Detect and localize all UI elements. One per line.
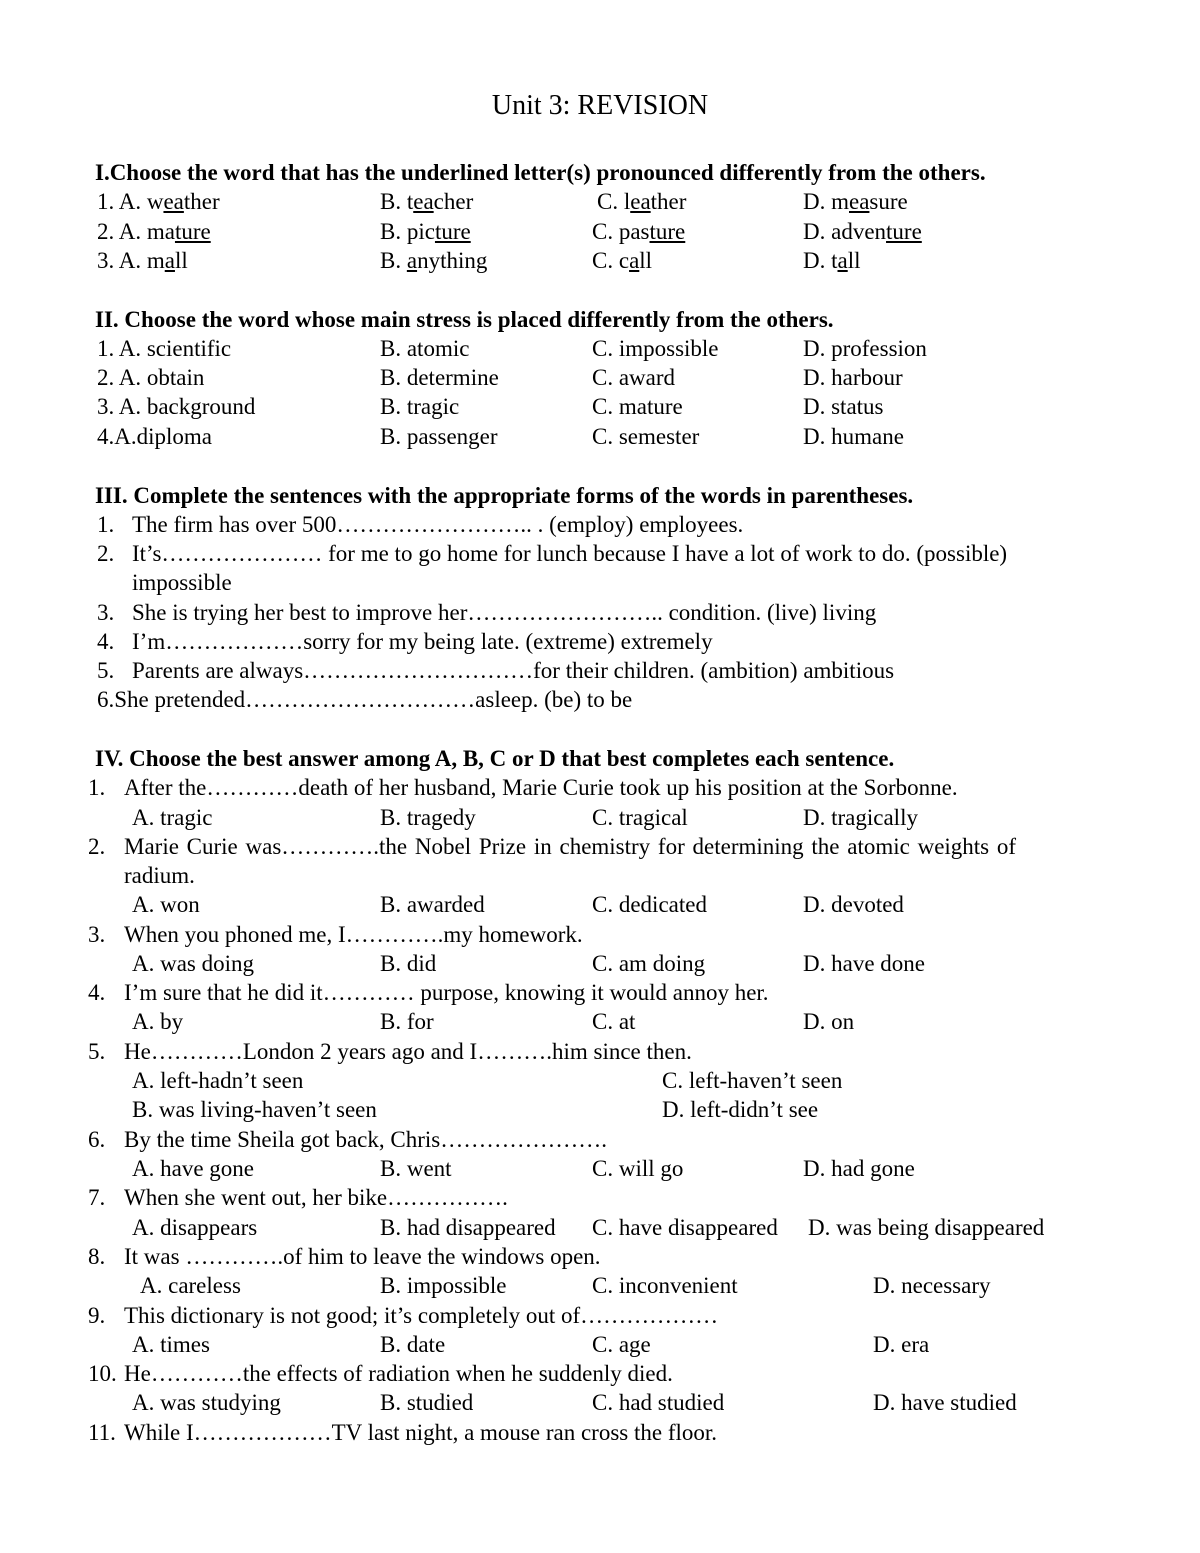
s3-item-5-number: 5. — [97, 658, 115, 683]
s2-q4-option-a: 4.A.diploma — [97, 424, 212, 449]
s4-question-3 — [0, 920, 1200, 949]
s4-question-5 — [0, 1037, 1200, 1066]
s4-q6-option-c: C. will go — [592, 1156, 684, 1181]
s4-q2-text: Marie Curie was………….the Nobel Prize in chemistry for determining the atomic weights of — [124, 834, 1017, 859]
s4-q6-option-b: B. went — [380, 1156, 452, 1181]
s4-q6-options — [0, 1154, 1200, 1183]
s4-q2-options — [0, 890, 1200, 919]
s4-q8-option-b: B. impossible — [380, 1273, 507, 1298]
s3-item-6 — [0, 685, 1200, 714]
s4-q5-option-d: D. left-didn’t see — [662, 1097, 819, 1122]
s2-q3-option-b: B. tragic — [380, 394, 460, 419]
s1-q3-option-b: B. anything — [380, 248, 488, 273]
s4-q5-option-c: C. left-haven’t seen — [662, 1068, 843, 1093]
s4-q1-options — [0, 803, 1200, 832]
s3-item-5 — [0, 656, 1200, 685]
s4-q9-option-c: C. age — [592, 1332, 651, 1357]
s4-q7-number: 7. — [88, 1185, 106, 1210]
s1-q3-option-a: 3. A. mall — [97, 248, 188, 273]
s4-q6-number: 6. — [88, 1127, 106, 1152]
s4-q8-option-a: A. careless — [140, 1273, 241, 1298]
s1-q2-option-c: C. pasture — [592, 219, 686, 244]
s1-question-1 — [0, 187, 1200, 216]
s4-q5-options-row-2 — [0, 1095, 1200, 1124]
s4-q5-option-a: A. left-hadn’t seen — [132, 1068, 304, 1093]
s4-q8-option-c: C. inconvenient — [592, 1273, 738, 1298]
s4-q2-text-continued: radium. — [124, 863, 195, 888]
s4-q10-option-a: A. was studying — [132, 1390, 281, 1415]
s4-q7-option-d: D. was being disappeared — [808, 1215, 1045, 1240]
page-title: Unit 3: REVISION — [491, 90, 709, 121]
s4-q10-options — [0, 1388, 1200, 1417]
s2-q1-option-d: D. profession — [803, 336, 927, 361]
s3-item-4-number: 4. — [97, 629, 115, 654]
s3-item-2-number: 2. — [97, 541, 115, 566]
s3-item-5-text: Parents are always…………………………for their children. (ambition) ambitious — [132, 658, 895, 683]
s2-q1-option-c: C. impossible — [592, 336, 719, 361]
s4-q3-text: When you phoned me, I………….my homework. — [124, 922, 583, 947]
s2-q2-option-b: B. determine — [380, 365, 499, 390]
s4-q2-option-a: A. won — [132, 892, 200, 917]
s3-item-1-number: 1. — [97, 512, 115, 537]
s3-item-1-text: The firm has over 500…………………….. . (employ) employees. — [132, 512, 744, 537]
s4-q4-options — [0, 1007, 1200, 1036]
s4-question-7 — [0, 1183, 1200, 1212]
s3-item-2 — [0, 539, 1200, 568]
s1-q2-option-b: B. picture — [380, 219, 471, 244]
s2-q3-option-d: D. status — [803, 394, 884, 419]
s2-q1-option-b: B. atomic — [380, 336, 470, 361]
s2-q2-option-d: D. harbour — [803, 365, 903, 390]
s1-q1-option-c: C. leather — [597, 189, 687, 214]
s1-q3-option-c: C. call — [592, 248, 653, 273]
s3-item-3-number: 3. — [97, 600, 115, 625]
s4-q5-text: He…………London 2 years ago and I……….him since then. — [124, 1039, 692, 1064]
s4-q5-options-row-1 — [0, 1066, 1200, 1095]
s4-q3-option-a: A. was doing — [132, 951, 255, 976]
s4-q8-options — [0, 1271, 1200, 1300]
s4-q9-option-d: D. era — [873, 1332, 930, 1357]
s4-q4-option-a: A. by — [132, 1009, 184, 1034]
s2-q2-option-c: C. award — [592, 365, 676, 390]
s1-q3-option-d: D. tall — [803, 248, 861, 273]
s1-question-3 — [0, 246, 1200, 275]
s4-q2-number: 2. — [88, 834, 106, 859]
s4-q4-option-d: D. on — [803, 1009, 855, 1034]
s4-question-10 — [0, 1359, 1200, 1388]
s4-q1-option-b: B. tragedy — [380, 805, 476, 830]
s4-q5-option-b: B. was living-haven’t seen — [132, 1097, 377, 1122]
s4-q10-number: 10. — [88, 1361, 117, 1386]
s4-q5-number: 5. — [88, 1039, 106, 1064]
s4-q2-option-d: D. devoted — [803, 892, 904, 917]
s4-question-2 — [0, 832, 1200, 861]
section-2-heading: II. Choose the word whose main stress is placed differently from the others. — [95, 307, 834, 332]
s4-q1-option-c: C. tragical — [592, 805, 688, 830]
s4-q10-text: He…………the effects of radiation when he suddenly died. — [124, 1361, 673, 1386]
section-4-heading: IV. Choose the best answer among A, B, C or D that best completes each sentence. — [95, 746, 895, 771]
s3-item-6-text: 6.She pretended…………………………asleep. (be) to be — [97, 687, 633, 712]
s4-q9-option-a: A. times — [132, 1332, 210, 1357]
s4-question-6 — [0, 1125, 1200, 1154]
section-1-heading: I.Choose the word that has the underlined letter(s) pronounced differently from the others. — [95, 160, 986, 185]
s4-q11-number: 11. — [88, 1420, 116, 1445]
s4-q1-option-d: D. tragically — [803, 805, 918, 830]
s3-item-4-text: I’m………………sorry for my being late. (extreme) extremely — [132, 629, 713, 654]
s1-q2-option-d: D. adventure — [803, 219, 922, 244]
s4-q1-text: After the…………death of her husband, Marie Curie took up his position at the Sorbonne. — [124, 775, 958, 800]
s3-item-2-continuation — [0, 568, 1200, 597]
s4-q6-option-a: A. have gone — [132, 1156, 254, 1181]
s4-question-9 — [0, 1301, 1200, 1330]
s4-q7-option-b: B. had disappeared — [380, 1215, 556, 1240]
s4-q8-number: 8. — [88, 1244, 106, 1269]
s2-q4-option-b: B. passenger — [380, 424, 498, 449]
s3-item-3-text: She is trying her best to improve her…………………….. condition. (live) living — [132, 600, 877, 625]
s1-question-2 — [0, 217, 1200, 246]
s4-q10-option-c: C. had studied — [592, 1390, 725, 1415]
s2-question-2 — [0, 363, 1200, 392]
s2-q3-option-c: C. mature — [592, 394, 683, 419]
s4-q8-option-d: D. necessary — [873, 1273, 991, 1298]
section-3-heading: III. Complete the sentences with the appropriate forms of the words in parentheses. — [95, 483, 914, 508]
s4-q6-option-d: D. had gone — [803, 1156, 915, 1181]
s1-q1-option-a: 1. A. weather — [97, 189, 220, 214]
s4-q3-option-b: B. did — [380, 951, 437, 976]
s2-q4-option-c: C. semester — [592, 424, 700, 449]
s2-question-1 — [0, 334, 1200, 363]
s3-item-2-text: It’s………………… for me to go home for lunch because I have a lot of work to do. (possible) — [132, 541, 1008, 566]
s4-q10-option-b: B. studied — [380, 1390, 474, 1415]
s4-q9-number: 9. — [88, 1303, 106, 1328]
s4-q3-options — [0, 949, 1200, 978]
s1-q1-option-d: D. measure — [803, 189, 908, 214]
s4-q7-text: When she went out, her bike……………. — [124, 1185, 508, 1210]
s4-q4-text: I’m sure that he did it………… purpose, knowing it would annoy her. — [124, 980, 769, 1005]
s4-q1-option-a: A. tragic — [132, 805, 213, 830]
s4-q3-option-d: D. have done — [803, 951, 925, 976]
s1-q1-option-b: B. teacher — [380, 189, 474, 214]
s4-q1-number: 1. — [88, 775, 106, 800]
s2-question-3 — [0, 392, 1200, 421]
s4-q2-option-b: B. awarded — [380, 892, 485, 917]
s4-q7-option-c: C. have disappeared — [592, 1215, 778, 1240]
s4-q4-option-c: C. at — [592, 1009, 636, 1034]
s2-q4-option-d: D. humane — [803, 424, 904, 449]
s4-q11-text: While I………………TV last night, a mouse ran cross the floor. — [124, 1420, 718, 1445]
s4-q4-number: 4. — [88, 980, 106, 1005]
s1-q2-option-a: 2. A. mature — [97, 219, 211, 244]
s4-q9-option-b: B. date — [380, 1332, 446, 1357]
s4-q2-continuation — [0, 861, 1200, 890]
s4-q3-option-c: C. am doing — [592, 951, 706, 976]
s4-q3-number: 3. — [88, 922, 106, 947]
s2-q3-option-a: 3. A. background — [97, 394, 256, 419]
s2-q1-option-a: 1. A. scientific — [97, 336, 232, 361]
s2-q2-option-a: 2. A. obtain — [97, 365, 205, 390]
s3-item-2-answer: impossible — [132, 570, 232, 595]
s4-question-8 — [0, 1242, 1200, 1271]
s3-item-1 — [0, 510, 1200, 539]
s4-q9-options — [0, 1330, 1200, 1359]
s4-q9-text: This dictionary is not good; it’s completely out of……………… — [124, 1303, 719, 1328]
s4-question-11 — [0, 1418, 1200, 1447]
s3-item-4 — [0, 627, 1200, 656]
s4-q7-options — [0, 1213, 1200, 1242]
s4-q4-option-b: B. for — [380, 1009, 434, 1034]
s4-q10-option-d: D. have studied — [873, 1390, 1017, 1415]
s2-question-4 — [0, 422, 1200, 451]
s4-q2-option-c: C. dedicated — [592, 892, 707, 917]
s4-q8-text: It was ………….of him to leave the windows open. — [124, 1244, 601, 1269]
s4-q6-text: By the time Sheila got back, Chris…………………. — [124, 1127, 607, 1152]
s4-q7-option-a: A. disappears — [132, 1215, 258, 1240]
s4-question-4 — [0, 978, 1200, 1007]
s3-item-3 — [0, 598, 1200, 627]
s4-question-1 — [0, 773, 1200, 802]
